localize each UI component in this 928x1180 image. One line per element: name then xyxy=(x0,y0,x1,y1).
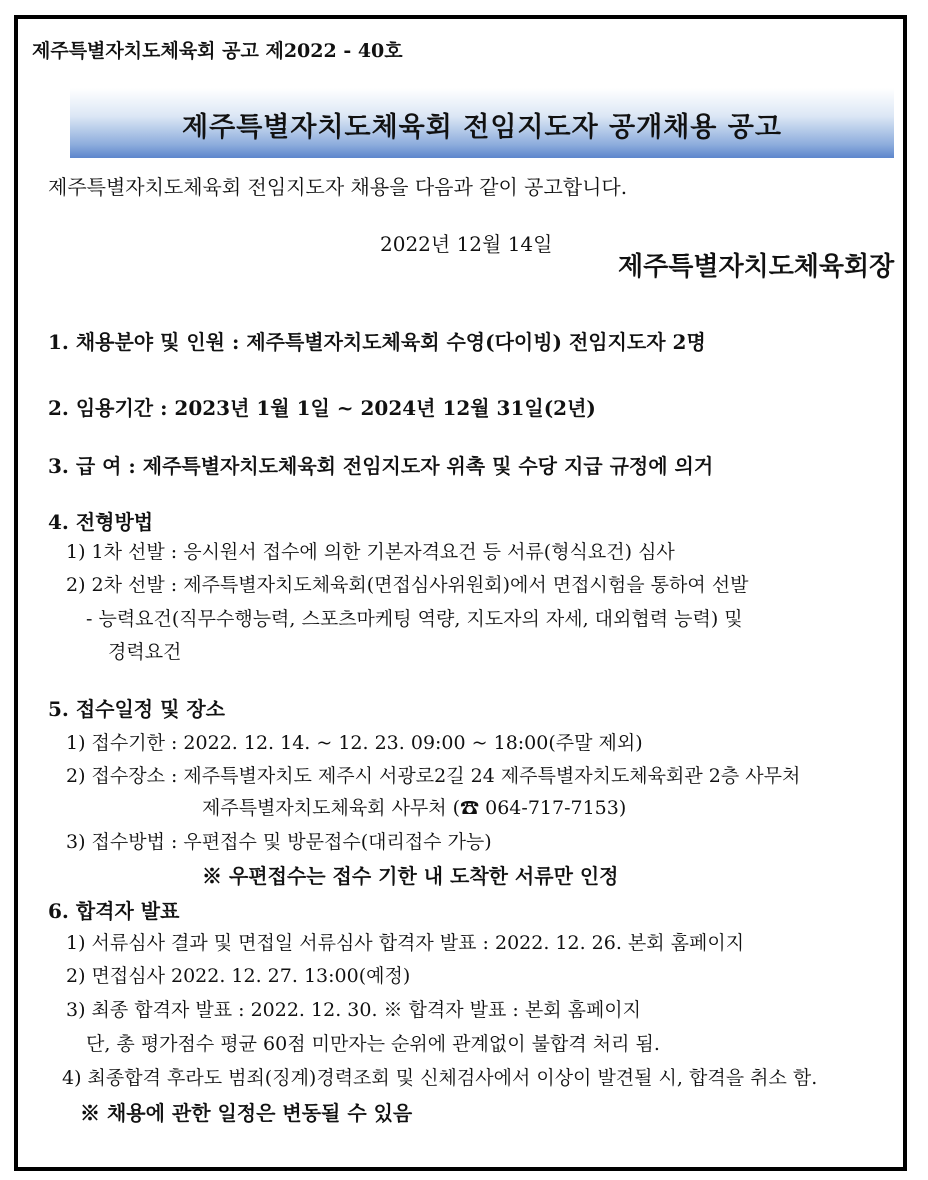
notice-date: 2022년 12월 14일 xyxy=(380,232,553,256)
section-salary: 3. 급 여 : 제주특별자치도체육회 전임지도자 위촉 및 수당 지급 규정에 의거 xyxy=(48,454,714,478)
section-application-heading: 5. 접수일정 및 장소 xyxy=(48,697,226,721)
announcement-item-1: 1) 서류심사 결과 및 면접일 서류심사 합격자 발표 : 2022. 12. 26. 본회 홈페이지 xyxy=(66,932,745,954)
intro-text: 제주특별자치도체육회 전임지도자 채용을 다음과 같이 공고합니다. xyxy=(48,175,628,199)
selection-item-3-cont: 경력요건 xyxy=(108,641,182,663)
schedule-change-note: ※ 채용에 관한 일정은 변동될 수 있음 xyxy=(80,1101,413,1125)
section-employment-period: 2. 임용기간 : 2023년 1월 1일 ~ 2024년 12월 31일(2년) xyxy=(48,396,596,420)
section-selection-heading: 4. 전형방법 xyxy=(48,510,154,534)
section-announcement-heading: 6. 합격자 발표 xyxy=(48,899,180,923)
selection-item-3: - 능력요건(직무수행능력, 스포츠마케팅 역량, 지도자의 자세, 대외협력 능력) 및 xyxy=(86,608,743,630)
page-title: 제주특별자치도체육회 전임지도자 공개채용 공고 xyxy=(182,112,782,143)
notice-number: 제주특별자치도체육회 공고 제2022 - 40호 xyxy=(32,40,403,62)
announcement-item-3-cont: 단, 총 평가점수 평균 60점 미만자는 순위에 관계없이 불합격 처리 됨. xyxy=(86,1033,660,1055)
section-recruitment-field: 1. 채용분야 및 인원 : 제주특별자치도체육회 수영(다이빙) 전임지도자 2명 xyxy=(48,330,706,354)
title-banner xyxy=(70,88,894,158)
application-method: 3) 접수방법 : 우편접수 및 방문접수(대리접수 가능) xyxy=(66,831,492,853)
application-deadline: 1) 접수기한 : 2022. 12. 14. ~ 12. 23. 09:00 ~ 18:00(주말 제외) xyxy=(66,732,643,754)
announcement-item-2: 2) 면접심사 2022. 12. 27. 13:00(예정) xyxy=(66,965,411,987)
announcement-item-3: 3) 최종 합격자 발표 : 2022. 12. 30. ※ 합격자 발표 : 본회 홈페이지 xyxy=(66,999,642,1021)
announcement-item-4: 4) 최종합격 후라도 범죄(징계)경력조회 및 신체검사에서 이상이 발견될 시, 합격을 취소 함. xyxy=(62,1067,818,1089)
signer: 제주특별자치도체육회장 xyxy=(618,252,895,282)
selection-item-1: 1) 1차 선발 : 응시원서 접수에 의한 기본자격요건 등 서류(형식요건) 심사 xyxy=(66,541,675,563)
selection-item-2: 2) 2차 선발 : 제주특별자치도체육회(면접심사위원회)에서 면접시험을 통하여 선발 xyxy=(66,574,749,596)
application-place-cont: 제주특별자치도체육회 사무처 (☎ 064-717-7153) xyxy=(202,797,627,819)
application-note: ※ 우편접수는 접수 기한 내 도착한 서류만 인정 xyxy=(202,864,619,888)
application-place: 2) 접수장소 : 제주특별자치도 제주시 서광로2길 24 제주특별자치도체육회관 2층 사무처 xyxy=(66,765,801,787)
